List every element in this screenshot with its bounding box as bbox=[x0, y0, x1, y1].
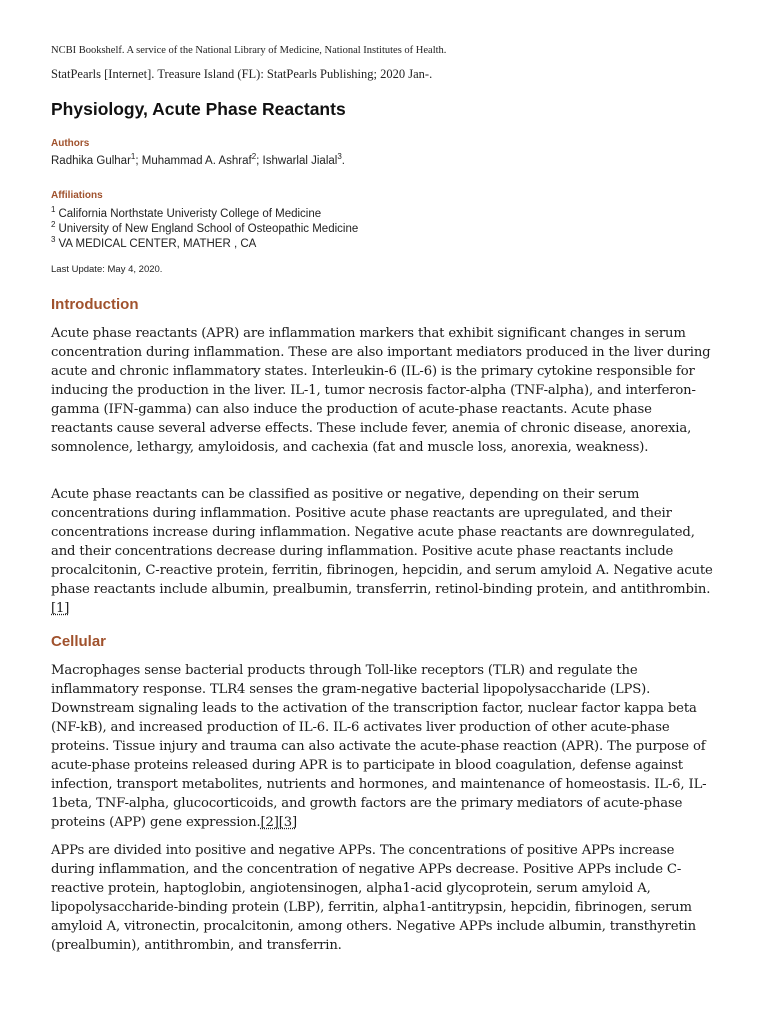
affiliation-text: California Northstate Univeristy College of Medicine bbox=[58, 208, 322, 220]
citation-link[interactable]: [1] bbox=[51, 601, 70, 616]
citation-header: StatPearls [Internet]. Treasure Island (FL): StatPearls Publishing; 2020 Jan-. bbox=[51, 67, 433, 81]
affiliation-text: VA MEDICAL CENTER, MATHER , CA bbox=[58, 238, 257, 250]
affiliation-item bbox=[51, 222, 358, 237]
authors-label: Authors bbox=[51, 138, 90, 149]
last-update: Last Update: May 4, 2020. bbox=[51, 264, 163, 275]
affiliation-number: 3 bbox=[51, 235, 56, 245]
paragraph-text: Acute phase reactants (APR) are inflammation markers that exhibit significant changes in serum concentration during inflammation. These are also important mediators produced in the liver during acute and chronic inflammatory states. Interleukin-6 (IL-6) is the primary cytokine responsible for inducing the production in the liver. IL-1, tumor necrosis factor-alpha (TNF-alpha), and interferon-gamma (IFN-gamma) can also induce the production of acute-phase reactants. Acute phase reactants cause several adverse effects. These include fever, anemia of chronic disease, anorexia, somnolence, lethargy, amyloidosis, and cachexia (fat and muscle loss, anorexia, weakness). bbox=[51, 326, 711, 455]
author-affil-sup: 3 bbox=[337, 152, 342, 162]
affiliation-item bbox=[51, 207, 358, 222]
paragraph-text: Macrophages sense bacterial products through Toll-like receptors (TLR) and regulate the inflammatory response. TLR4 senses the gram-negative bacterial lipopolysaccharide (LPS). Downstream signaling leads to the activation of the transcription factor, nuclear factor kappa beta (NF-kB), and increased production of IL-6. IL-6 activates liver production of other acute-phase proteins. Tissue injury and trauma can also activate the acute-phase reaction (APR). The purpose of acute-phase proteins released during APR is to participate in blood coagulation, defense against infection, transport metabolites, nutrients and hormones, and maintenance of homeostasis. IL-6, IL-1beta, TNF-alpha, glucocorticoids, and growth factors are the primary mediators of acute-phase proteins (APP) gene expression. bbox=[51, 663, 707, 830]
authors-list bbox=[51, 152, 345, 167]
author-affil-sup: 2 bbox=[251, 152, 257, 162]
author-separator: ; bbox=[135, 155, 142, 167]
author-link[interactable]: Muhammad A. Ashraf bbox=[141, 155, 252, 167]
section-heading-cellular: Cellular bbox=[51, 633, 107, 650]
paragraph bbox=[51, 661, 716, 832]
ncbi-header: NCBI Bookshelf. A service of the National Library of Medicine, National Institutes of Health. bbox=[51, 45, 447, 56]
citation-link[interactable]: [2] bbox=[260, 815, 279, 830]
citation-link[interactable]: [3] bbox=[278, 815, 297, 830]
paragraph-text: Acute phase reactants can be classified as positive or negative, depending on their serum concentrations during inflammation. Positive acute phase reactants are upregulated, and their concentrations increase during inflammation. Negative acute phase reactants are downregulated, and their concentrations decrease during inflammation. Positive acute phase reactants include procalcitonin, C-reactive protein, ferritin, fibrinogen, hepcidin, and serum amyloid A. Negative acute phase reactants include albumin, prealbumin, transferrin, retinol-binding protein, and antithrombin. bbox=[51, 487, 713, 597]
affiliation-number: 2 bbox=[51, 220, 56, 230]
affiliation-text: University of New England School of Osteopathic Medicine bbox=[58, 223, 359, 235]
affiliation-item bbox=[51, 237, 358, 252]
author-link[interactable]: Ishwarlal Jialal bbox=[262, 155, 338, 167]
paragraph bbox=[51, 485, 716, 618]
author-affil-sup: 1 bbox=[130, 152, 136, 162]
paragraph bbox=[51, 841, 716, 955]
paragraph bbox=[51, 324, 716, 457]
author-separator: ; bbox=[256, 155, 263, 167]
affiliation-number: 1 bbox=[51, 205, 56, 215]
author-link[interactable]: Radhika Gulhar bbox=[51, 155, 131, 167]
affiliations-list bbox=[51, 207, 358, 252]
section-heading-introduction: Introduction bbox=[51, 296, 139, 313]
page-title: Physiology, Acute Phase Reactants bbox=[51, 99, 346, 119]
author-end: . bbox=[341, 155, 345, 167]
paragraph-text: APPs are divided into positive and negative APPs. The concentrations of positive APPs increase during inflammation, and the concentration of negative APPs decrease. Positive APPs include C-reactive protein, haptoglobin, angiotensinogen, alpha1-acid glycoprotein, serum amyloid A, lipopolysaccharide-binding protein (LBP), ferritin, alpha1-antitrypsin, hepcidin, fibrinogen, serum amyloid A, vitronectin, procalcitonin, among others. Negative APPs include albumin, transthyretin (prealbumin), antithrombin, and transferrin. bbox=[51, 843, 696, 953]
affiliations-label: Affiliations bbox=[51, 190, 103, 201]
